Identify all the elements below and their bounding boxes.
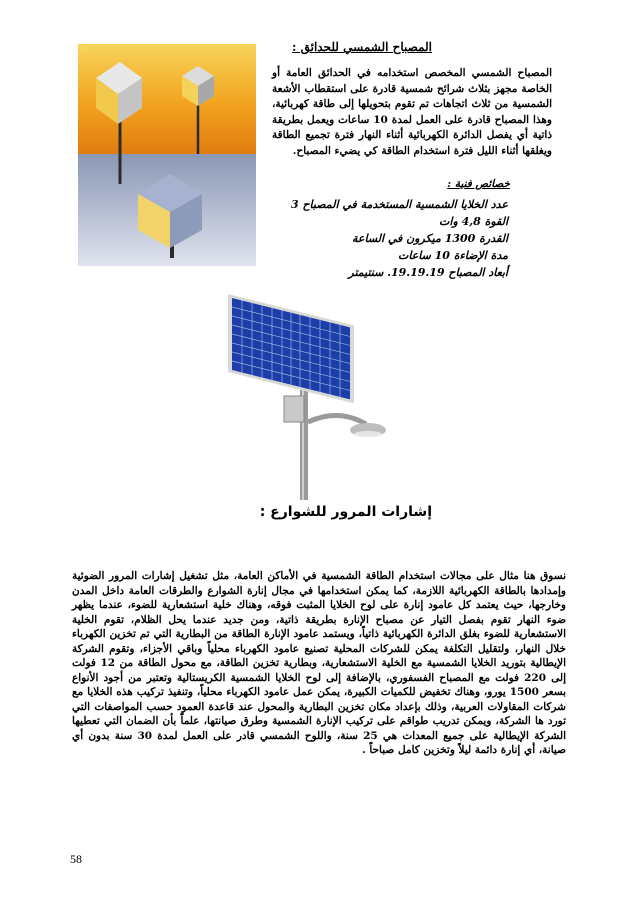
spec-item: عدد الخلايا الشمسية المستخدمة في المصباح 3: [290, 198, 508, 211]
spec-item: القوة 4,8 وات: [439, 215, 508, 228]
spec-item: أبعاد المصباح 19.19.19. سنتيمتر: [348, 266, 508, 279]
body-paragraph: نسوق هنا مثال على مجالات استخدام الطاقة الشمسية في الأماكن العامة، مثل تشغيل إشارات المرور الضوئية وإمدادها بالطاقة الكهربائية اللازمة، كما يمكن استخدامها في مجال إنارة الشوارع والطرقات العامة داخل المدن وخارجها، حيث يعتمد كل عامود إنارة على لوح الخلايا المثبت فوقه، وهناك خلية استشعارية للضوء، عندما يظهر ضوء النهار تقوم بفصل التيار عن مصباح الإنارة بطريقة ذاتية، ومن جديد عندما يحل الظلام، تقوم الخلية الاستشعارية للضوء بغلق الدائرة الكهربائية ذاتياً، ويستمد عامود الإنارة الطاقة من البطارية التي تم تخزين الكهرباء خلال النهار، ولتقليل التكلفة يمكن للشركات المحلية تصنيع عامود الكهرباء محلياً وباقي الأجزاء، وتقوم الشركة الإيطالية بتوريد الخلايا الشمسية مع الخلية الاستشعارية، وبطارية تخزين الطاقة، مع محول الطاقة من 12 فولت إلى 220 فولت مع المصباح الفسفوري، بالإضافة إلى لوح الخلايا الشمسية الكريستالية وتعتبر من أجود الأنواع بسعر 1500 يورو، وهناك تخفيض للكميات الكبيرة، يمكن عمل عامود الكهرباء محلياً، وتنفيذ تركيب هذه الخلايا مع شركات المقاولات العربية، وذلك بإعداد مكان تخزين البطارية والمحول عند قاعدة العمود حسب المواصفات التي تورد ها الشركة، ويمكن تدريب طواقم على تركيب الإنارة الشمسية وطرق صيانتها، علماً بأن الضمان التي تعطيها الشركة الإيطالية على جميع المعدات هي 25 سنة، واللوح الشمسي قادر على العمل لمدة 30 سنة بدون أي صيانة، أي إنارة دائمة ليلاً وتخزين كامل صباحاً .: [72, 570, 566, 756]
spec-item: مدة الإضاءة 10 ساعات: [397, 249, 508, 262]
section-heading-garden-lamp: المصباح الشمسي للحدائق :: [291, 40, 432, 54]
intro-paragraph: المصباح الشمسي المخصص استخدامه في الحدائق العامة أو الخاصة مجهز بثلاث شرائح شمسية قادرة على استقطاب الأشعة الشمسية من ثلاث اتجاهات تم تقوم بتحويلها إلى طاقة كهربائية، وهذا المصباح قادرة على العمل لمدة 10 ساعات ويعمل بطريقة ذاتية أي يفصل الدائرة الكهربائية أثناء النهار فترة تجميع الطاقة ويغلقها أثناء الليل فترة استخدام الطاقة كي يضيء المصباح.: [272, 67, 552, 157]
garden-lamp-photo: [78, 44, 256, 266]
spec-item: القدرة 1300 ميكرون في الساعة: [352, 232, 508, 245]
solar-street-light-photo: [218, 288, 388, 500]
section-title-traffic-lights: إشارات المرور للشوارع :: [259, 504, 432, 520]
specs-title: خصائص فنية :: [447, 178, 510, 190]
page-number: 58: [70, 852, 82, 866]
